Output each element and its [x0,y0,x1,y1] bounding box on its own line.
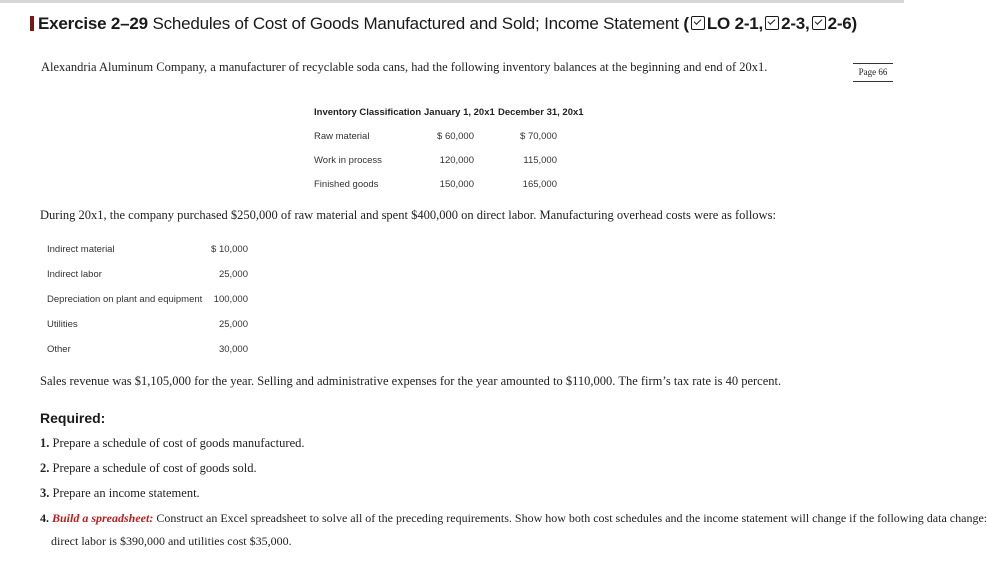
page-label: Page 66 [853,63,893,82]
table-cell: 115,000 [523,155,557,166]
requirement-emphasis: Build a spreadsheet: [52,511,154,525]
overhead-label: Other [47,344,71,355]
requirement-text: Prepare a schedule of cost of goods sold. [52,461,257,475]
table-cell: Raw material [314,131,370,142]
overhead-label: Indirect labor [47,269,102,280]
top-border [0,0,904,3]
overhead-value: 100,000 [213,294,248,305]
required-heading: Required: [40,410,106,426]
overhead-value: $ 10,000 [211,244,248,255]
lo-open-paren: ( [683,14,689,33]
table-cell: 165,000 [522,179,557,190]
table-cell: $ 70,000 [520,131,557,142]
overhead-label: Indirect material [47,244,115,255]
overhead-label: Depreciation on plant and equipment [47,294,203,305]
intro-paragraph: Alexandria Aluminum Company, a manufacturer of recyclable soda cans, had the following inventory balances at the beginning and end of 20x1. [41,60,768,74]
table-cell: $ 60,000 [437,131,474,142]
exercise-number: Exercise 2–29 [38,14,148,33]
requirement-number: 1. [40,436,50,450]
requirement-continuation: direct labor is $390,000 and utilities cost $35,000. [51,534,292,548]
lo-link-icon[interactable] [812,16,826,30]
table-cell: Work in process [314,155,382,166]
table-cell: Finished goods [314,179,379,190]
overhead-value: 25,000 [218,269,248,280]
requirement-item [40,486,200,501]
lo-link-1[interactable]: LO 2-1, [706,14,764,33]
overhead-value: 25,000 [218,319,248,330]
lo-link-icon[interactable] [765,16,779,30]
table-cell: 120,000 [439,155,474,166]
requirement-item [40,461,257,476]
lo-link-3[interactable]: 2-6) [827,14,858,33]
requirement-text: Prepare a schedule of cost of goods manufactured. [52,436,305,450]
requirement-number: 3. [40,486,50,500]
column-header: December 31, 20x1 [498,107,584,118]
sales-paragraph: Sales revenue was $1,105,000 for the year. Selling and administrative expenses for the year amounted to $110,000. The firm’s tax rate is 40 percent. [40,374,782,388]
lo-link-icon[interactable] [691,16,705,30]
requirement-item [40,511,987,526]
exercise-title-text: Schedules of Cost of Goods Manufactured and Sold; Income Statement [152,14,679,33]
purchase-paragraph: During 20x1, the company purchased $250,000 of raw material and spent $400,000 on direct labor. Manufacturing overhead costs were as follows: [40,208,776,222]
lo-link-2[interactable]: 2-3, [781,14,810,33]
exercise-title [30,14,857,34]
column-header: Inventory Classification [314,107,422,118]
requirement-number: 4. [40,511,49,525]
requirement-text: Construct an Excel spreadsheet to solve all of the preceding requirements. Show how both cost schedules and the income statement will change if the following data change: [156,511,987,525]
overhead-value: 30,000 [218,344,248,355]
accent-bar [30,16,34,31]
column-header: January 1, 20x1 [424,107,495,118]
requirement-number: 2. [40,461,50,475]
requirement-text: Prepare an income statement. [52,486,200,500]
overhead-label: Utilities [47,319,78,330]
table-cell: 150,000 [439,179,474,190]
requirement-item [40,436,305,451]
